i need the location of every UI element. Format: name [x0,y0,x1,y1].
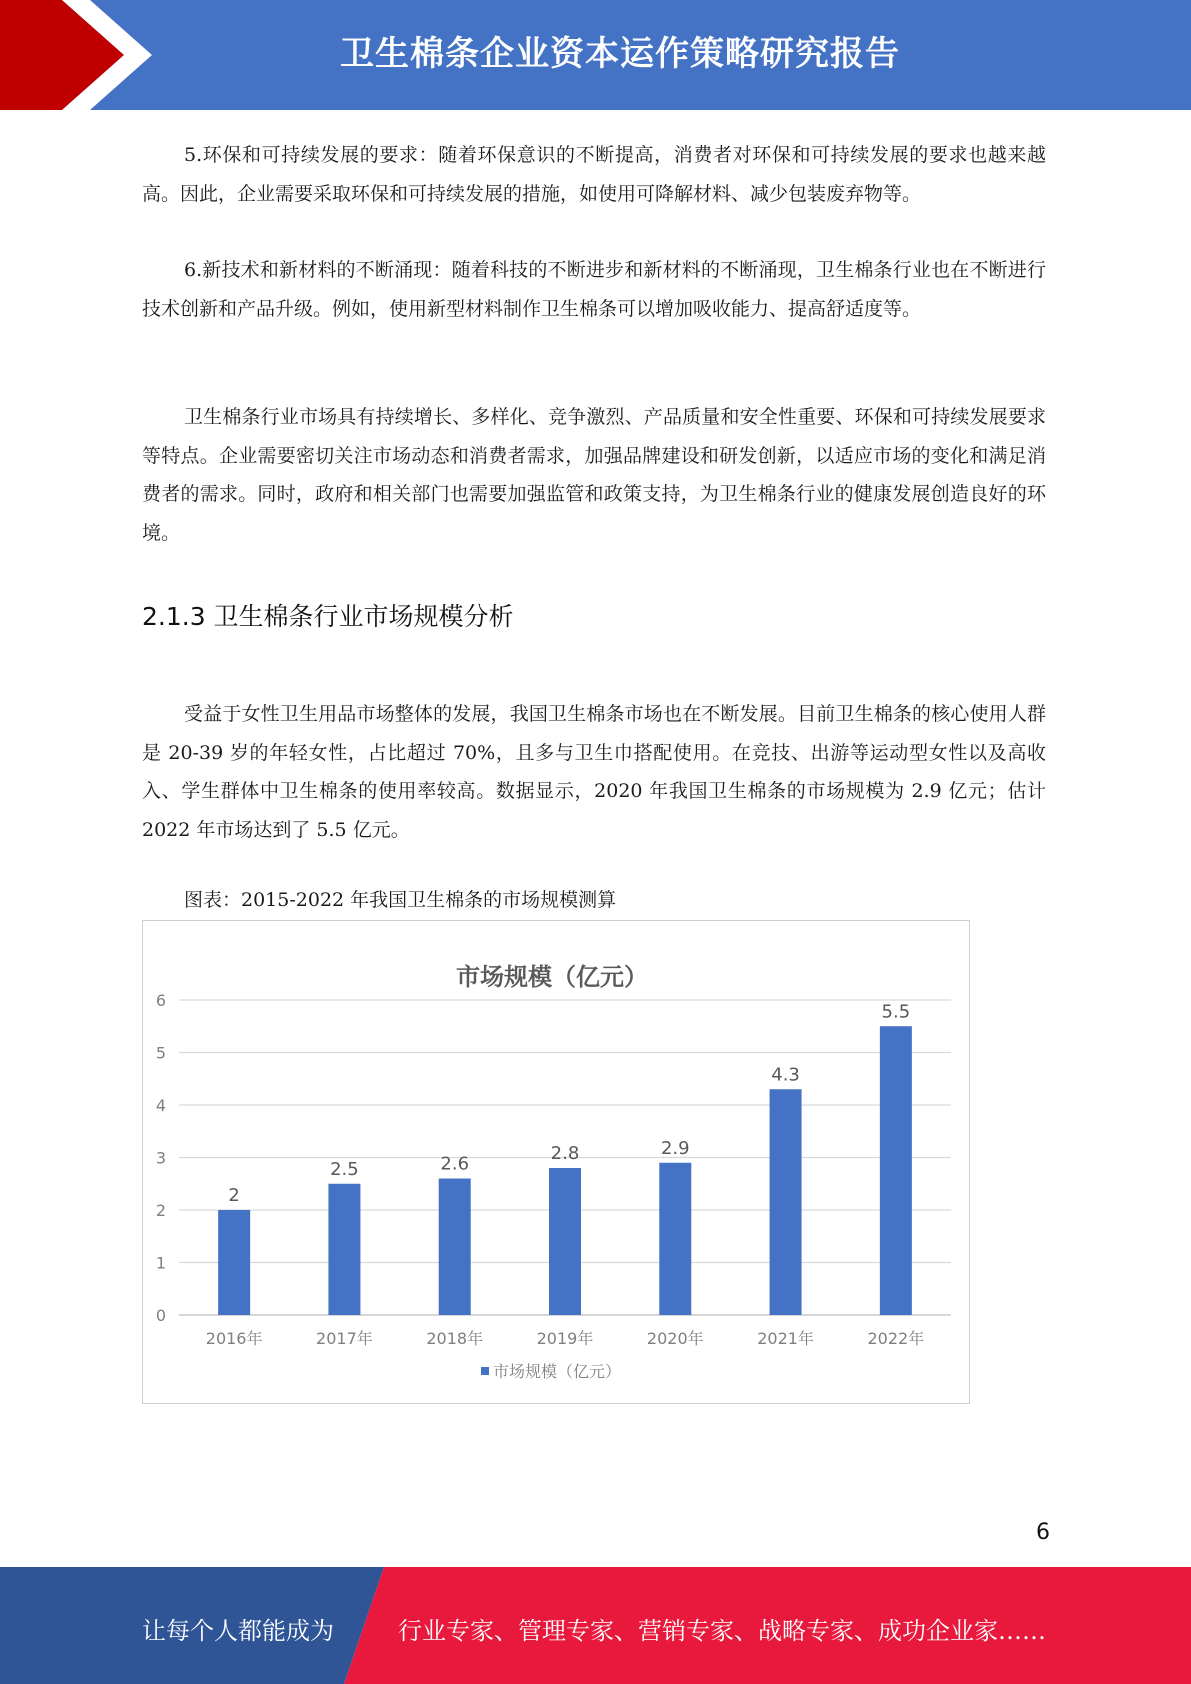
footer-slogan-left: 让每个人都能成为 [142,1617,334,1645]
bar-data-label: 2 [228,1185,240,1206]
chart-canvas [143,921,971,1405]
y-tick-label: 2 [155,1201,166,1220]
legend-swatch [481,1367,489,1375]
paragraph-summary: 卫生棉条行业市场具有持续增长、多样化、竞争激烈、产品质量和安全性重要、环保和可持续发展要求等特点。企业需要密切关注市场动态和消费者需求，加强品牌建设和研发创新，以适应市场的变化和满足消费者的需求。同时，政府和相关部门也需要加强监管和政策支持，为卫生棉条行业的健康发展创造良好的环境。 [142,406,1046,544]
bar [549,1168,581,1315]
x-tick-label: 2017年 [316,1329,373,1348]
page-number: 6 [1036,1520,1050,1545]
legend-label: 市场规模（亿元） [493,1362,622,1381]
x-tick-label: 2021年 [757,1329,814,1348]
bar-data-label: 2.8 [550,1143,580,1164]
paragraph-environment: 5.环保和可持续发展的要求：随着环保意识的不断提高，消费者对环保和可持续发展的要求也越来越高。因此，企业需要采取环保和可持续发展的措施，如使用可降解材料、减少包装废弃物等。 [142,144,1046,205]
bar [328,1184,360,1315]
page-header [0,0,1191,110]
chart-y-ticks [156,991,166,1325]
x-tick-label: 2016年 [205,1329,263,1348]
bar [218,1210,250,1315]
y-tick-label: 6 [155,991,166,1010]
bar-data-label: 2.6 [440,1153,470,1175]
x-tick-label: 2018年 [426,1329,484,1348]
chart-x-ticks [206,1329,924,1348]
chart-bars [218,1026,912,1315]
x-tick-label: 2020年 [646,1329,704,1348]
bar-data-label: 2.9 [660,1137,690,1159]
y-tick-label: 3 [155,1148,166,1168]
page-footer [0,1567,1191,1684]
y-tick-label: 5 [155,1043,166,1063]
bar [770,1089,802,1315]
paragraph-new-tech: 6.新技术和新材料的不断涌现：随着科技的不断进步和新材料的不断涌现，卫生棉条行业也在不断进行技术创新和产品升级。例如，使用新型材料制作卫生棉条可以增加吸收能力、提高舒适度等。 [142,259,1046,320]
y-tick-label: 1 [155,1253,166,1273]
y-tick-label: 4 [155,1096,166,1115]
bar [659,1163,691,1315]
chart-title: 市场规模（亿元） [456,963,648,991]
chart-caption: 图表：2015-2022 年我国卫生棉条的市场规模测算 [184,889,617,911]
x-tick-label: 2019年 [536,1329,594,1348]
section-heading: 2.1.3 卫生棉条行业市场规模分析 [142,602,514,631]
footer-slogan-right: 行业专家、管理专家、营销专家、战略专家、成功企业家…… [398,1617,1046,1645]
bar [439,1179,471,1316]
market-size-chart [142,920,970,1404]
paragraph-market-size: 受益于女性卫生用品市场整体的发展，我国卫生棉条市场也在不断发展。目前卫生棉条的核心使用人群是 20-39 岁的年轻女性，占比超过 70%，且多与卫生巾搭配使用。在竞技、出游等运动型女性以及高收入、学生群体中卫生棉条的使用率较高。数据显示，2020 年我国卫生棉条的市场规模为 2.9 亿元；估计 2022 年市场达到了 5.5 亿元。 [142,703,1046,841]
x-tick-label: 2022年 [867,1329,925,1348]
bar [880,1026,912,1315]
bar-data-label: 4.3 [771,1064,800,1086]
bar-data-label: 5.5 [881,1001,911,1023]
bar-data-label: 2.5 [330,1158,359,1180]
y-tick-label: 0 [155,1306,166,1325]
report-title: 卫生棉条企业资本运作策略研究报告 [340,34,900,74]
chart-legend [481,1362,621,1381]
